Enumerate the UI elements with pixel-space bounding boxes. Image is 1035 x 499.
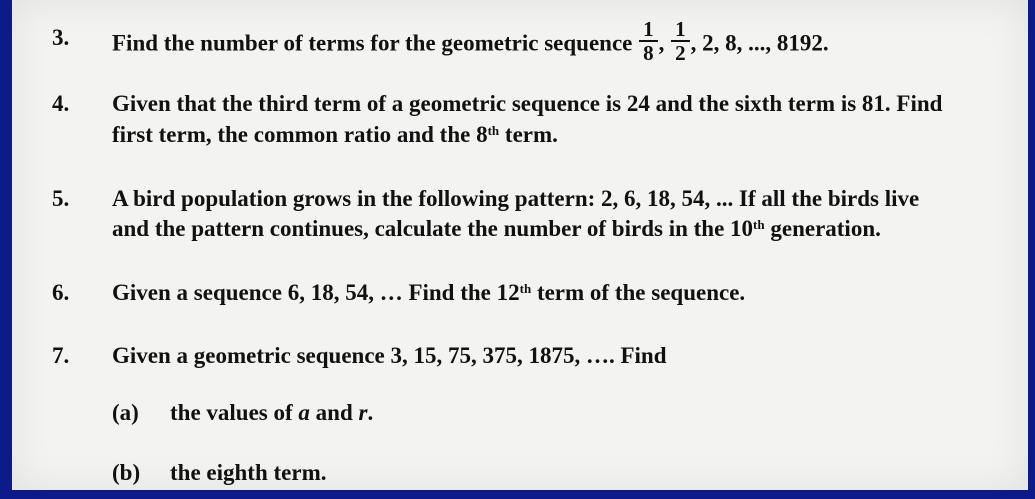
question-text: Given a sequence 6, 18, 54, … Find the 12th term of the sequence. (112, 280, 746, 305)
question-text-line1: Given that the third term of a geometric sequence is 24 and the sixth term is 81. Find (112, 91, 943, 116)
question-text-line1: A bird population grows in the following pattern: 2, 6, 18, 54, ... If all the birds live (112, 186, 920, 211)
subpart-a (112, 400, 374, 426)
fraction-one-half: $\frac{1}{2}$ (671, 18, 690, 64)
question-text: Given a geometric sequence 3, 15, 75, 375, 1875, …. Find (112, 343, 667, 368)
subpart-text: the values of a and r. (170, 400, 374, 425)
subpart-label: (a) (112, 400, 139, 425)
question-number: 6. (52, 280, 70, 305)
question-number: 5. (52, 186, 70, 211)
fraction-one-eighth: $\frac{1}{8}$ (639, 18, 658, 64)
question-number: 3. (52, 25, 70, 50)
question-number: 7. (52, 343, 70, 368)
question-text: Find the number of terms for the geometric sequence $\frac{1}{8}$ , $\frac{1}{2}$ , 2, 8, ..., 8192. (112, 17, 829, 65)
subpart-text: the eighth term. (170, 460, 327, 485)
subpart-label: (b) (112, 460, 141, 485)
worksheet-page (12, 0, 1028, 490)
question-text-line2: first term, the common ratio and the 8th term. (112, 122, 558, 147)
question-number: 4. (52, 91, 70, 116)
subpart-b (112, 460, 327, 486)
question-text-line2: and the pattern continues, calculate the number of birds in the 10th generation. (112, 216, 881, 241)
